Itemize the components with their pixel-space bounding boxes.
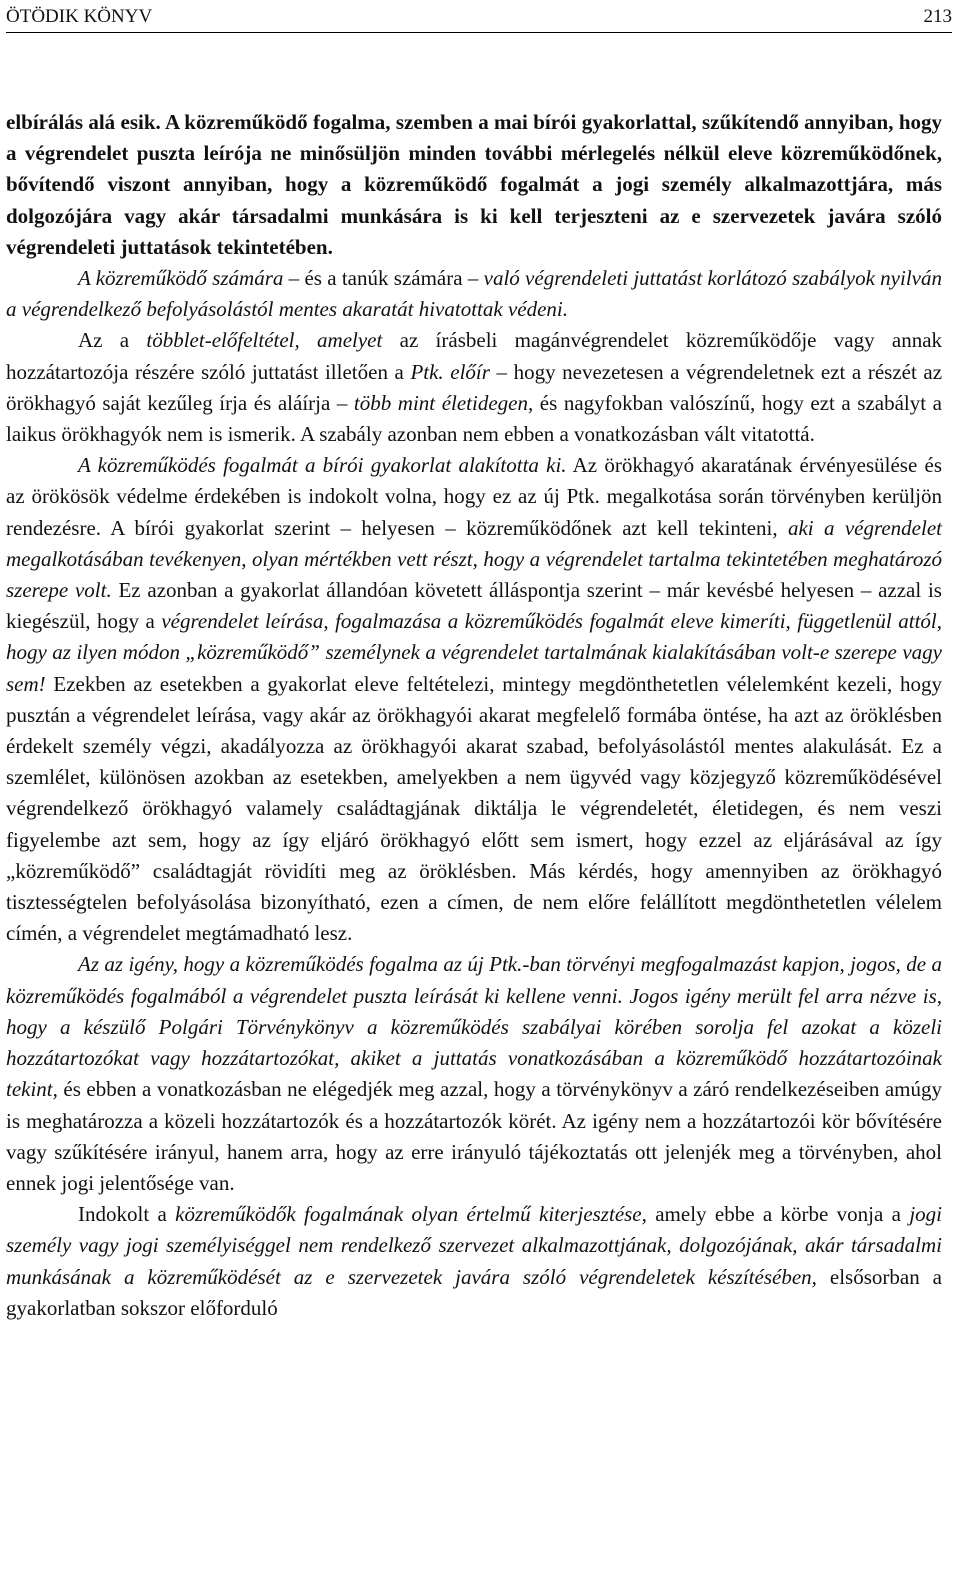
paragraph-2 (6, 263, 942, 325)
body-text (6, 107, 942, 1324)
italic-text: A közreműködő számára (78, 266, 284, 291)
text: – hogy nevezetesen a végrendeletnek ezt a részét az örökhagyó saját kezűleg írja és aláírja – (6, 359, 943, 415)
italic-text: jogi személy vagy jogi személyiséggel nem rendelkező szervezet alkalmazottjának, dolgozójának, akár társadalmi munkásának a közreműködését az e szervezetek javára szóló végrendeletek készítésében, (6, 1202, 942, 1289)
text: és nagyfokban valószínű, hogy ezt a szabályt a laikus örökhagyók nem is ismerik. A szabály azonban nem ebben a vonatkozásban vált vitatottá. (6, 390, 942, 447)
italic-text: aki a végrendelet megalkotásában tevékenyen, olyan mértékben vett részt, hogy a végrendelet tartalma tekintetében meghatározó szerepe volt. (6, 515, 942, 603)
text: elsősorban a gyakorlatban sokszor előforduló (6, 1264, 942, 1320)
italic-text: többlet-előfeltétel, amelyet (146, 328, 383, 353)
text: Indokolt a (78, 1202, 176, 1227)
paragraph-4 (6, 450, 942, 949)
text: és ebben a vonatkozásban ne elégedjék meg azzal, hogy a törvénykönyv a záró rendelkezéseiben amúgy is meghatározza a közeli hozzátartozók és a hozzátartozók körét. Az igény nem a hozzátartozói kör bővítésére vagy szűkítésére irányul, hanem arra, hogy az erre irányuló tájékoztatás ott jelenjék meg a törvényben, ahol ennek jogi jelentősége van. (6, 1077, 942, 1195)
page-number: 213 (923, 6, 952, 27)
text: amely ebbe a körbe vonja a (646, 1202, 910, 1227)
running-header (6, 2, 952, 33)
paragraph-1 (6, 107, 942, 263)
text: az írásbeli magánvégrendelet közreműködője vagy annak hozzátartozója részére szóló juttatást illetően a (6, 328, 943, 384)
text: Az a (78, 328, 147, 353)
text: Ezekben az esetekben a gyakorlat eleve feltételezi, mintegy megdönthetetlen vélelemként kezeli, hogy pusztán a végrendelet leírása, vagy akár az örökhagyói akarat megfelelő formába öntése, ha azt az öröklésben érdekelt személy végzi, akadályozza az örökhagyói akarat szabad, befolyásolástól mentes alakulását. Ez a szemlélet, különösen azokban az esetekben, amelyekben a nem ügyvéd vagy közjegyző közreműködésével végrendelkező örökhagyó valamely családtagjának diktálja le végrendeletét, életidegen, és nem veszi figyelembe azt sem, hogy az így eljáró örökhagyó előtt sem ismert, hogy ezzel az eljárásával az így „közreműködő” családtagját rövidíti meg az öröklésben. Más kérdés, hogy amennyiben az örökhagyó tisztességtelen befolyásolása bizonyítható, ezen a címen, de nem előre felállított megdönthetetlen vélelem címén, a végrendelet megtámadható lesz. (6, 671, 942, 946)
bold-text: elbírálás alá esik. A közreműködő fogalma, szemben a mai bírói gyakorlattal, szűkítendő annyiban, hogy a végrendelet puszta leírója ne minősüljön minden további mérlegelés nélkül eleve közreműködőnek, bővítendő viszont annyiban, hogy a közreműködő fogalmát a jogi személy alkalmazottjára, más dolgozójára vagy akár társadalmi munkására is ki kell terjeszteni az e szervezetek javára szóló végrendeleti juttatások tekintetében. (6, 110, 942, 259)
italic-text: való végrendeleti juttatást korlátozó szabályok nyilván a végrendelkező befolyásolástól mentes akaratát hivatottak védeni. (6, 266, 942, 322)
text: – és a tanúk számára – (283, 266, 484, 291)
italic-text: Az az igény, hogy a közreműködés fogalma az új Ptk.-ban törvényi megfogalmazást kapjon, jogos, de a közreműködés fogalmából a végrendelet puszta leírását ki kellene venni. Jogos igény merült fel arra nézve is, hogy a készülő Polgári Törvénykönyv a közreműködés szabályai körében sorolja fel azokat a közeli hozzátartozókat vagy hozzátartozókat, akiket a juttatás vonatkozásában a közreműködő hozzátartozóinak tekint, (6, 952, 942, 1102)
paragraph-6 (6, 1199, 942, 1324)
italic-text: A közreműködés fogalmát a bírói gyakorlat alakította ki. (78, 453, 567, 478)
text: Ez azonban a gyakorlat állandóan követett álláspontja szerint – már kevésbé helyesen – azzal is kiegészül, hogy a (6, 578, 942, 634)
text: Az örökhagyó akaratának érvényesülése és az örökösök védelme érdekében is indokolt volna, hogy ez az új Ptk. megalkotása során törvényben kerüljön rendezésre. A bírói gyakorlat szerint – helyesen – közreműködőnek azt kell tekinteni, (6, 453, 942, 540)
italic-text: Ptk. előír (410, 359, 490, 384)
paragraph-3 (6, 325, 942, 450)
italic-text: végrendelet leírása, fogalmazása a közreműködés fogalmát eleve kimeríti, függetlenül attól, hogy az ilyen módon „közreműködő” személynek a végrendelet tartalmának kialakításában volt-e szerepe vagy sem! (6, 609, 943, 696)
italic-text: több mint életidegen, (353, 390, 534, 415)
book-title: ÖTÖDIK KÖNYV (6, 6, 153, 27)
paragraph-5 (6, 949, 942, 1199)
italic-text: közreműködők fogalmának olyan értelmű kiterjesztése, (175, 1202, 647, 1227)
